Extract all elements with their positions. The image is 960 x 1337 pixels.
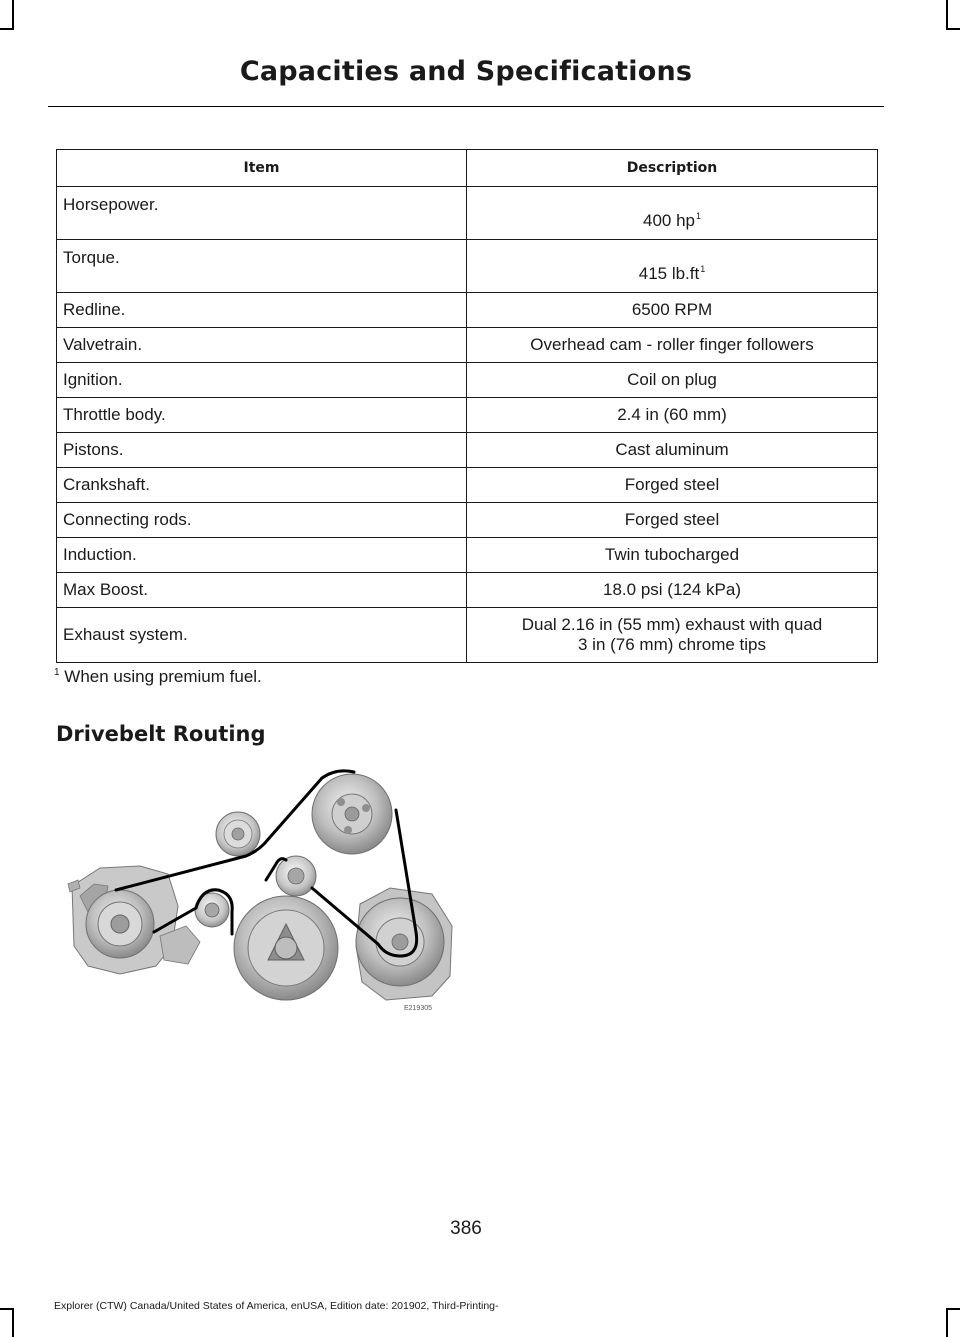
description-cell: Coil on plug [467, 363, 878, 398]
ac-compressor [356, 888, 452, 1000]
item-cell: Max Boost. [57, 573, 467, 608]
item-cell: Connecting rods. [57, 503, 467, 538]
table-row [57, 398, 878, 433]
table-row [57, 538, 878, 573]
table-row [57, 503, 878, 538]
description-text: 400 hp [642, 211, 695, 230]
section-heading: Drivebelt Routing [56, 722, 266, 746]
crop-mark [946, 0, 948, 30]
description-cell: Forged steel [467, 468, 878, 503]
description-text: 415 lb.ft [638, 264, 700, 283]
description-line: Dual 2.16 in (55 mm) exhaust with quad [521, 615, 823, 634]
crankshaft-pulley [234, 896, 338, 1000]
description-cell: Forged steel [467, 503, 878, 538]
description-line: 3 in (76 mm) chrome tips [578, 635, 766, 654]
item-cell: Redline. [57, 293, 467, 328]
item-cell: Crankshaft. [57, 468, 467, 503]
water-pump-pulley [312, 774, 392, 854]
table-row [57, 433, 878, 468]
specifications-table [56, 149, 878, 663]
drivebelt-routing-diagram [60, 756, 460, 1016]
item-cell: Pistons. [57, 433, 467, 468]
footnote-ref: 1 [695, 211, 701, 221]
table-row [57, 293, 878, 328]
crop-mark [12, 1310, 14, 1337]
crop-mark [946, 1308, 960, 1310]
description-cell: Cast aluminum [467, 433, 878, 468]
page-title: Capacities and Specifications [239, 56, 693, 87]
table-row [57, 187, 878, 240]
title-divider [48, 106, 884, 107]
crop-mark [0, 28, 14, 30]
column-header-item: Item [57, 150, 467, 187]
item-cell: Ignition. [57, 363, 467, 398]
crop-mark [946, 1310, 948, 1337]
table-row [57, 240, 878, 293]
item-cell: Horsepower. [57, 187, 467, 240]
description-cell: 18.0 psi (124 kPa) [467, 573, 878, 608]
description-cell: 6500 RPM [467, 293, 878, 328]
middle-idler-pulley [276, 856, 316, 896]
footnote [54, 667, 262, 687]
footnote-ref: 1 [700, 264, 706, 274]
alternator-assembly [68, 866, 200, 974]
column-header-description: Description [467, 150, 878, 187]
description-cell [467, 240, 878, 293]
item-cell: Valvetrain. [57, 328, 467, 363]
description-cell [467, 187, 878, 240]
description-cell: Overhead cam - roller finger followers [467, 328, 878, 363]
footer-text: Explorer (CTW) Canada/United States of America, enUSA, Edition date: 201902, Third-Printing- [54, 1300, 499, 1312]
table-row [57, 608, 878, 663]
crop-mark [946, 28, 960, 30]
description-cell: Twin tubocharged [467, 538, 878, 573]
description-cell: 2.4 in (60 mm) [467, 398, 878, 433]
item-cell: Exhaust system. [57, 608, 467, 663]
table-header-row [57, 150, 878, 187]
crop-mark [0, 1308, 14, 1310]
image-code: E219305 [403, 1005, 432, 1012]
table-row [57, 573, 878, 608]
page-number: 386 [450, 1218, 482, 1239]
footnote-marker: 1 [54, 667, 60, 678]
table-row [57, 328, 878, 363]
upper-idler-pulley [216, 812, 260, 856]
crop-mark [12, 0, 14, 30]
item-cell: Torque. [57, 240, 467, 293]
footnote-text: When using premium fuel. [64, 667, 262, 686]
item-cell: Induction. [57, 538, 467, 573]
description-cell [467, 608, 878, 663]
item-cell: Throttle body. [57, 398, 467, 433]
table-row [57, 363, 878, 398]
table-row [57, 468, 878, 503]
